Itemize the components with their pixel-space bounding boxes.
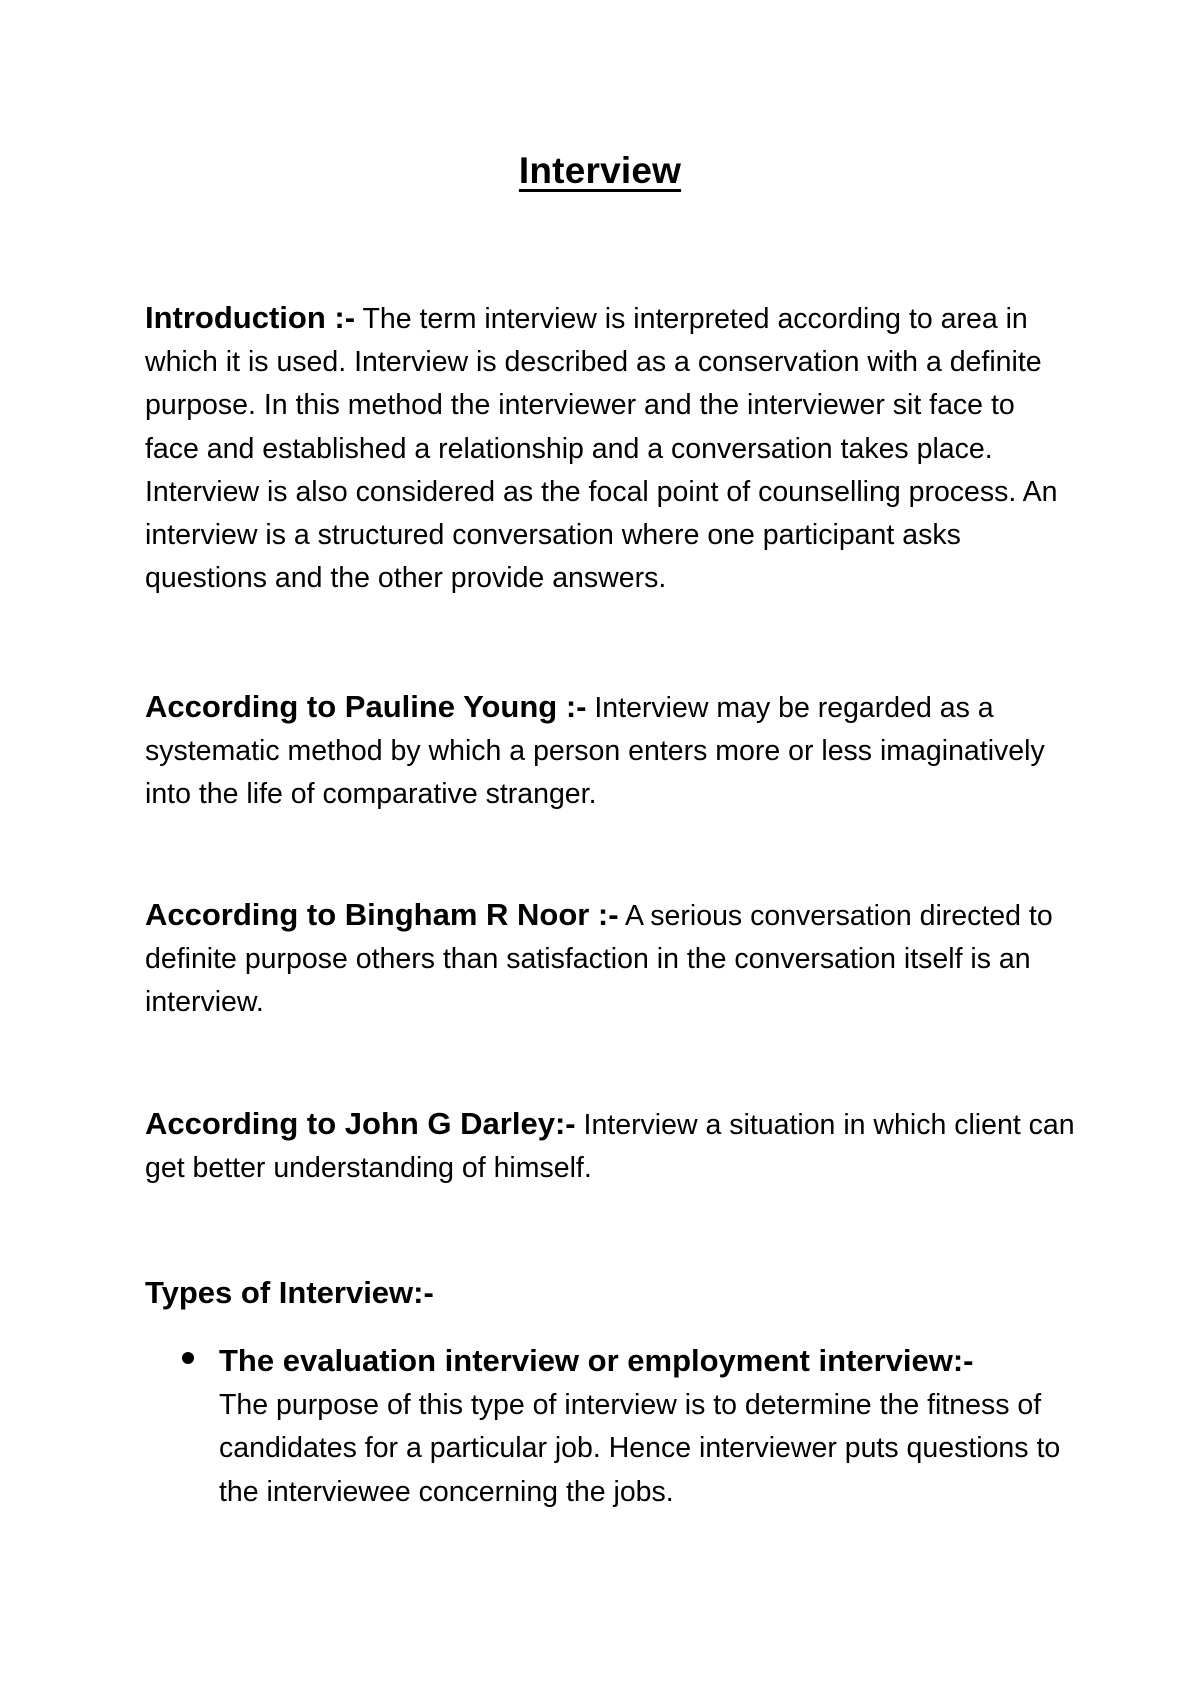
bullet-icon [182,1352,194,1364]
paragraph-heading: According to John G Darley:- [145,1106,576,1141]
paragraph-introduction [145,296,1075,600]
paragraph-heading: According to Bingham R Noor :- [145,897,619,932]
list-item-text: The purpose of this type of interview is to determine the fitness of candidates for a particular job. Hence interviewer puts questions to the interviewee concerning the jobs. [219,1389,1061,1508]
paragraph-text: The term interview is interpreted according to area in which it is used. Interview is described as a conservation with a definite purpose. In this method the interviewer and the interviewer sit face to face and established a relationship and a conversation takes place. Interview is also considered as the focal point of counselling process. An interview is a structured conversation where one participant asks questions and the other provide answers. [145,303,1058,595]
paragraph-john-darley [145,1102,1075,1190]
types-heading: Types of Interview:- [145,1275,434,1310]
page-title: Interview [518,150,682,191]
paragraph-heading: Introduction :- [145,300,356,335]
paragraph-text: A serious conversation directed to definite purpose others than satisfaction in the conversation itself is an interview. [145,900,1053,1019]
paragraph-pauline-young [145,685,1075,817]
list-item-body [219,1339,1079,1514]
paragraph-text: Interview may be regarded as a systematic method by which a person enters more or less imaginatively into the life of comparative stranger. [145,692,1045,811]
paragraph-bingham-noor [145,893,1075,1025]
list-item-heading: The evaluation interview or employment interview:- [219,1343,974,1378]
paragraph-text: Interview a situation in which client can get better understanding of himself. [145,1109,1075,1185]
paragraph-heading: According to Pauline Young :- [145,689,587,724]
